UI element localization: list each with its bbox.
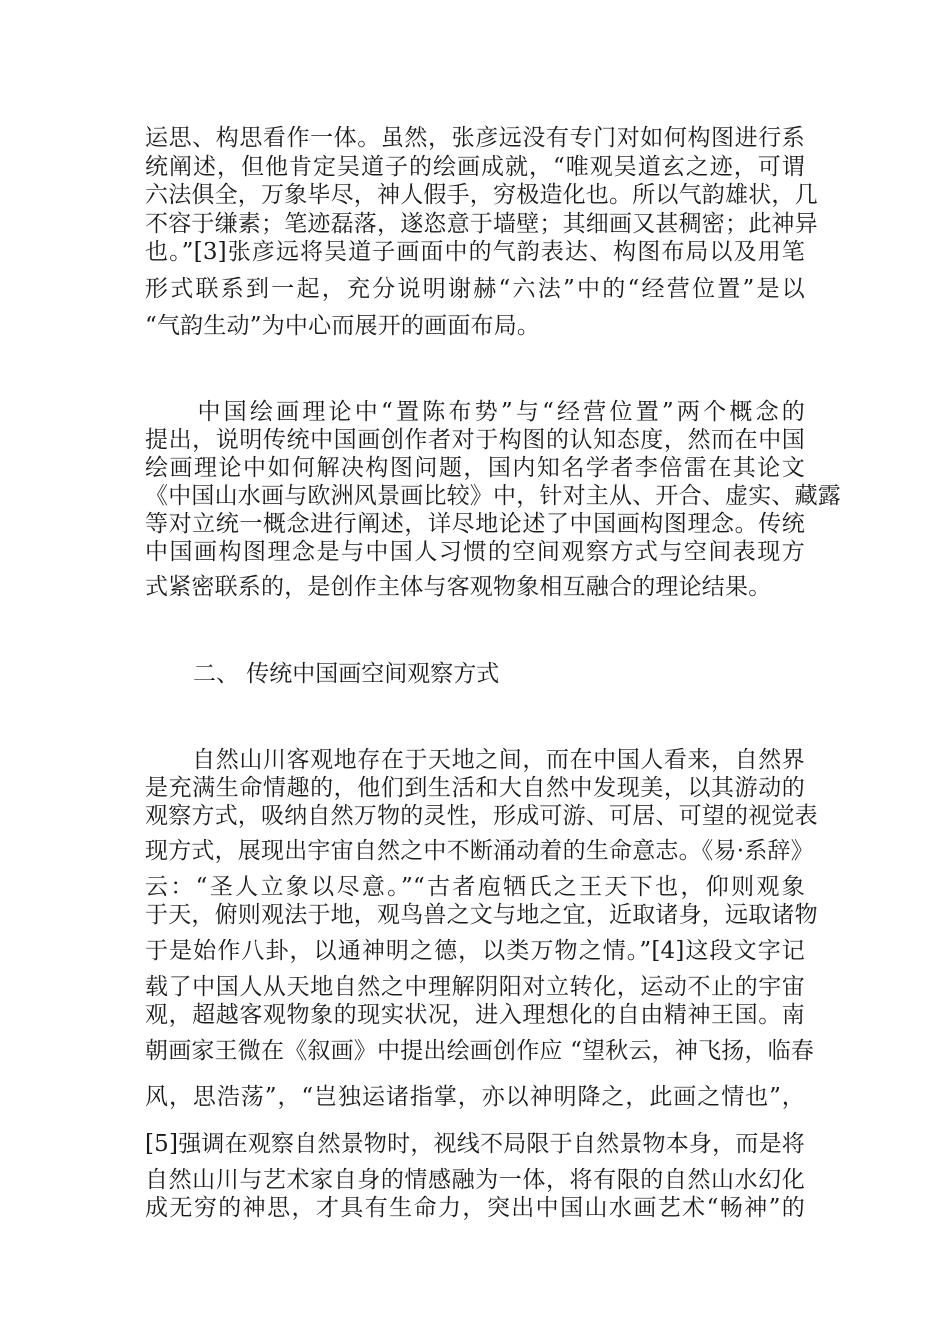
paragraph-line: 载了中国人从天地自然之中理解阴阳对立转化，运动不止的宇宙 bbox=[145, 974, 805, 1000]
paragraph-line: 中国绘画理论中“置陈布势”与“经营位置”两个概念的 bbox=[145, 399, 805, 425]
paragraph-line: 于是始作八卦，以通神明之德，以类万物之情。”[4]这段文字记 bbox=[145, 938, 805, 964]
paragraph-line: 统阐述，但他肯定吴道子的绘画成就，“唯观吴道玄之迹，可谓 bbox=[145, 154, 805, 180]
paragraph-line: 自然山川客观地存在于天地之间，而在中国人看来，自然界 bbox=[145, 747, 805, 773]
paragraph-line: 是充满生命情趣的，他们到生活和大自然中发现美，以其游动的 bbox=[145, 775, 805, 801]
paragraph-line: 运思、构思看作一体。虽然，张彦远没有专门对如何构图进行系 bbox=[145, 125, 805, 151]
paragraph-line: 观，超越客观物象的现实状况，进入理想化的自由精神王国。南 bbox=[145, 1002, 805, 1028]
paragraph-line: 成无穷的神思，才具有生命力，突出中国山水画艺术“畅神”的 bbox=[145, 1195, 805, 1221]
paragraph-line: 式紧密联系的，是创作主体与客观物象相互融合的理论结果。 bbox=[145, 574, 772, 600]
paragraph-line: 中国画构图理念是与中国人习惯的空间观察方式与空间表现方 bbox=[145, 539, 805, 565]
paragraph-line: 观察方式，吸纳自然万物的灵性，形成可游、可居、可望的视觉表 bbox=[145, 803, 818, 829]
section-heading: 二、 传统中国画空间观察方式 bbox=[193, 661, 500, 687]
paragraph-line: 自然山川与艺术家自身的情感融为一体，将有限的自然山水幻化 bbox=[145, 1167, 805, 1193]
paragraph-line: “气韵生动”为中心而展开的画面布局。 bbox=[145, 313, 541, 339]
paragraph-line: 于天，俯则观法于地，观鸟兽之文与地之宜，近取诸身，远取诸物 bbox=[145, 902, 818, 928]
paragraph-line: 等对立统一概念进行阐述，详尽地论述了中国画构图理念。传统 bbox=[145, 511, 805, 537]
paragraph-line: 绘画理论中如何解决构图问题，国内知名学者李倍雷在其论文 bbox=[145, 455, 805, 481]
paragraph-line: [5]强调在观察自然景物时，视线不局限于自然景物本身，而是将 bbox=[145, 1131, 805, 1157]
paragraph-line: 六法俱全，万象毕尽，神人假手，穷极造化也。所以气韵雄状，几 bbox=[145, 182, 818, 208]
paragraph-line: 风，思浩荡”，“岂独运诸指掌，亦以神明降之，此画之情也”， bbox=[145, 1084, 805, 1110]
paragraph-line: 《中国山水画与欧洲风景画比较》中，针对主从、开合、虚实、藏露 bbox=[145, 483, 841, 509]
paragraph-line: 不容于缣素；笔迹磊落，遂恣意于墙壁；其细画又甚稠密；此神异 bbox=[145, 211, 818, 237]
paragraph-line: 也。”[3]张彦远将吴道子画面中的气韵表达、构图布局以及用笔 bbox=[145, 239, 805, 265]
paragraph-line: 现方式，展现出宇宙自然之中不断涌动着的生命意志。《易·系辞》 bbox=[145, 838, 814, 864]
paragraph-line: 形式联系到一起，充分说明谢赫“六法”中的“经营位置”是以 bbox=[145, 276, 805, 302]
paragraph-line: 提出，说明传统中国画创作者对于构图的认知态度，然而在中国 bbox=[145, 427, 805, 453]
paragraph-line: 云：“圣人立象以尽意。”“古者庖牺氏之王天下也，仰则观象 bbox=[145, 874, 805, 900]
paragraph-line: 朝画家王微在《叙画》中提出绘画创作应 “望秋云，神飞扬，临春 bbox=[145, 1038, 815, 1064]
